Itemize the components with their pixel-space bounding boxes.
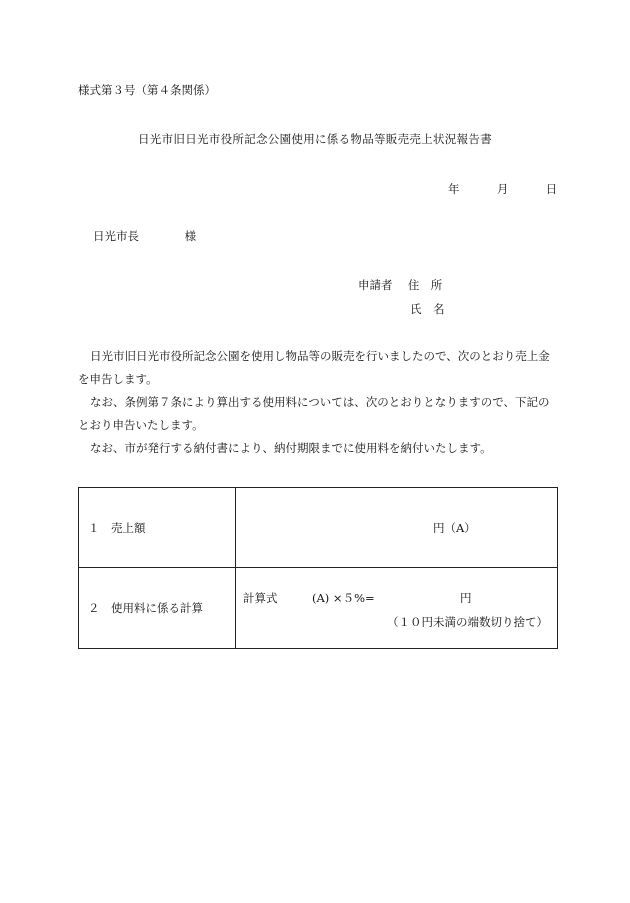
fee-label-cell bbox=[79, 568, 236, 649]
paragraph-1: 日光市旧日光市役所記念公園を使用し物品等の販売を行いましたので、次のとおり売上金を申告します。 bbox=[78, 349, 550, 386]
paragraph-2: なお、条例第７条により算出する使用料については、次のとおりとなりますので、下記のとおり申告いたします。 bbox=[78, 395, 550, 432]
sales-value-cell[interactable] bbox=[236, 488, 558, 568]
applicant-address-label: 住 所 bbox=[407, 278, 443, 292]
fee-label: ２ 使用料に係る計算 bbox=[88, 601, 203, 615]
formula-label: 計算式 bbox=[243, 591, 278, 605]
sales-value-unit: 円（A） bbox=[433, 521, 476, 535]
fee-calc-cell[interactable] bbox=[236, 568, 558, 649]
formula-text: (A) ×５%= bbox=[312, 591, 375, 605]
paragraph-3: なお、市が発行する納付書により、納付期限までに使用料を納付いたします。 bbox=[90, 441, 492, 455]
month-label: 月 bbox=[496, 182, 509, 196]
year-label: 年 bbox=[448, 182, 460, 196]
addressee-name: 日光市長 bbox=[93, 229, 139, 243]
applicant-address-line bbox=[358, 277, 442, 293]
applicant-name-line bbox=[410, 301, 445, 317]
table-row-sales bbox=[79, 488, 558, 568]
day-label: 日 bbox=[545, 182, 558, 196]
addressee bbox=[93, 228, 196, 244]
document-title: 日光市旧日光市役所記念公園使用に係る物品等販売売上状況報告書 bbox=[138, 132, 492, 146]
addressee-honorific: 様 bbox=[184, 229, 197, 243]
date-line bbox=[448, 181, 557, 197]
table-row-fee bbox=[79, 568, 558, 649]
sales-label-cell bbox=[79, 488, 236, 568]
fee-unit: 円 bbox=[460, 591, 472, 605]
rounding-note: （１０円未満の端数切り捨て） bbox=[387, 615, 548, 629]
applicant-label: 申請者 bbox=[358, 278, 393, 292]
form-number: 様式第３号（第４条関係） bbox=[78, 83, 216, 97]
report-table bbox=[78, 487, 558, 649]
sales-label: １ 売上額 bbox=[88, 520, 146, 535]
applicant-name-label: 氏 名 bbox=[410, 302, 445, 316]
